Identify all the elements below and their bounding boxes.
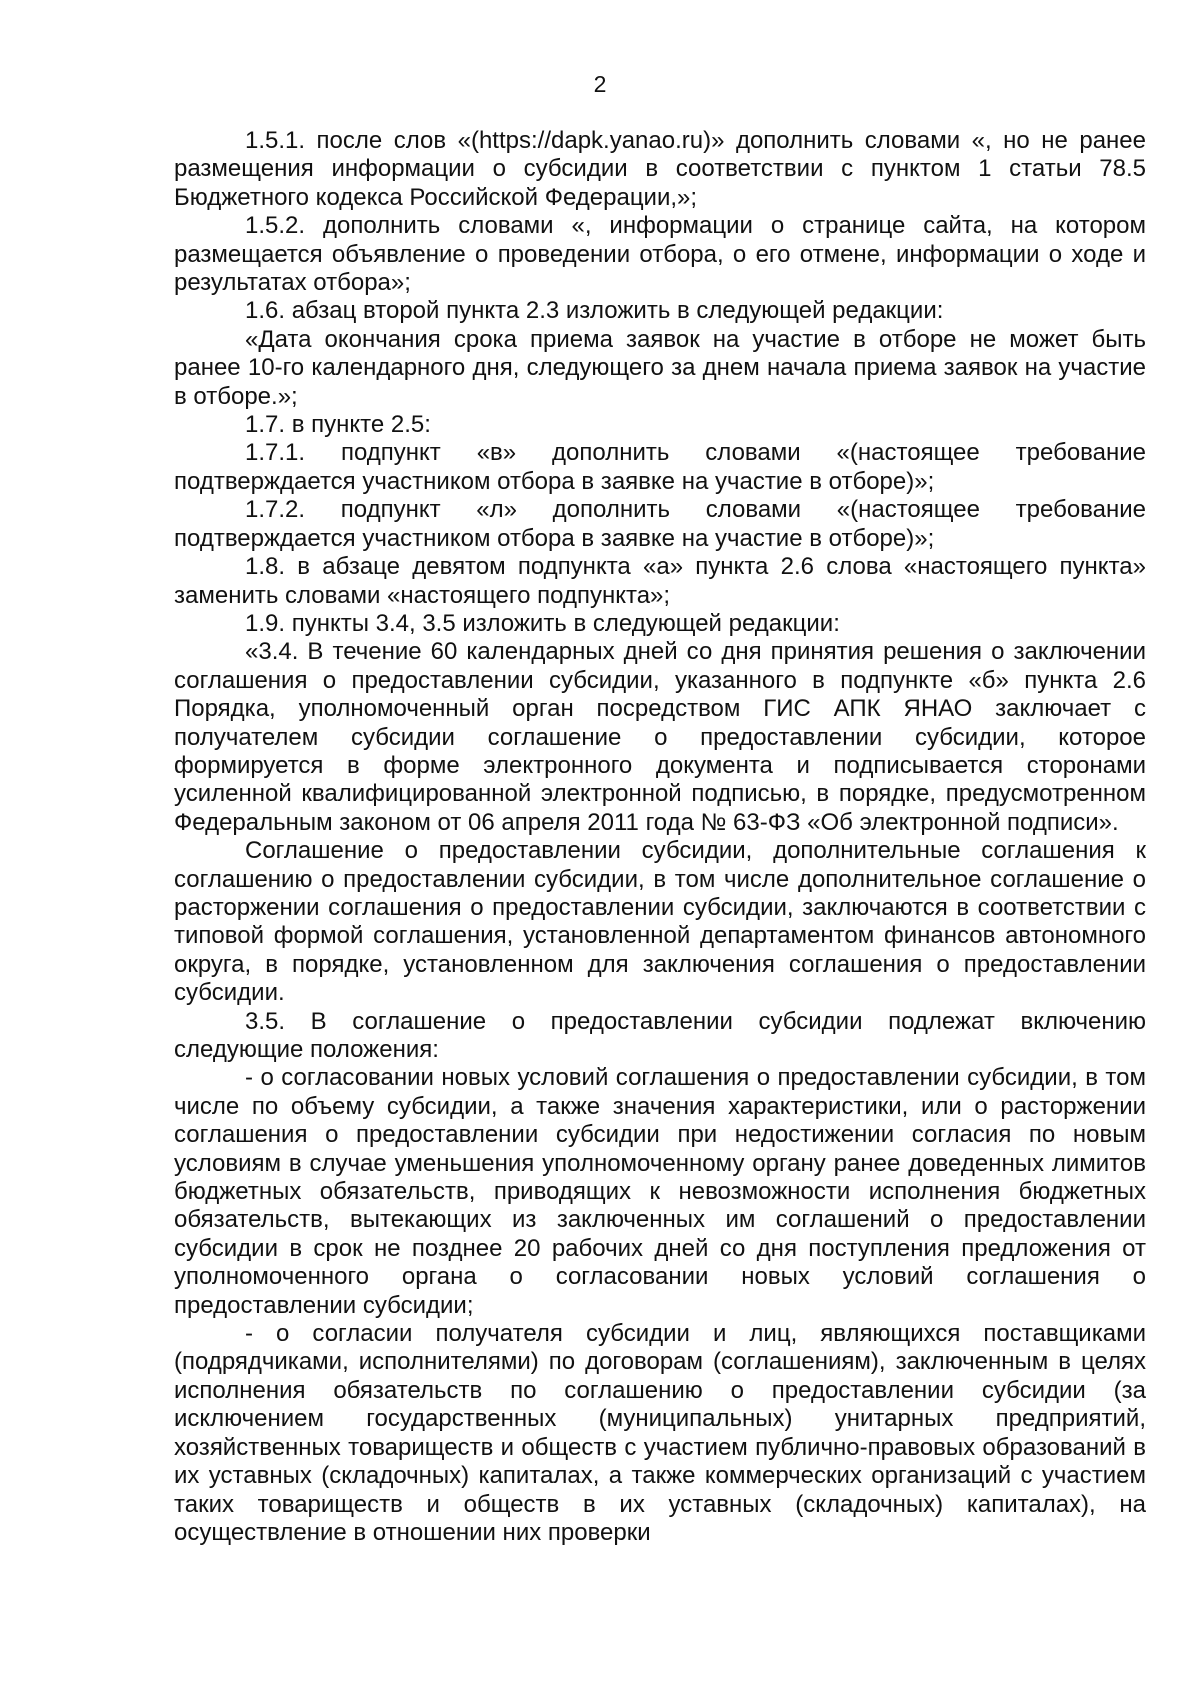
paragraph-1-7: 1.7. в пункте 2.5: <box>245 411 431 439</box>
paragraph-1-7-1: 1.7.1. подпункт «в» дополнить словами «(настоящее требование подтверждается участником отбора в заявке на участие в отборе)»; <box>174 439 1146 495</box>
paragraph-1-5-2: 1.5.2. дополнить словами «, информации о странице сайта, на котором размещается объявление о проведении отбора, о его отмене, информации о ходе и результатах отбора»; <box>174 212 1146 297</box>
paragraph-3-5: 3.5. В соглашение о предоставлении субсидии подлежат включению следующие положения: <box>174 1007 1146 1063</box>
document-body <box>174 127 1146 1547</box>
paragraph-list-item-1: - о согласовании новых условий соглашения о предоставлении субсидии, в том числе по объему субсидии, а также значения характеристики, или о расторжении соглашения о предоставлении субсидии при недостижении согласия по новым условиям в случае уменьшения уполномоченному органу ранее доведенных лимитов бюджетных обязательств, приводящих к невозможности исполнения бюджетных обязательств, вытекающих из заключенных им соглашений о предоставлении субсидии в срок не позднее 20 рабочих дней со дня поступления предложения от уполномоченного органа о согласовании новых условий соглашения о предоставлении субсидии; <box>174 1064 1146 1319</box>
paragraph-3-4: «3.4. В течение 60 календарных дней со дня принятия решения о заключении соглашения о предоставлении субсидии, указанного в подпункте «б» пункта 2.6 Порядка, уполномоченный орган посредством ГИС АПК ЯНАО заключает с получателем субсидии соглашение о предоставлении субсидии, которое формируется в форме электронного документа и подписывается сторонами усиленной квалифицированной электронной подписью, в порядке, предусмотренном Федеральным законом от 06 апреля 2011 года № 63-ФЗ «Об электронной подписи». <box>174 638 1146 836</box>
paragraph-1-5-1: 1.5.1. после слов «(https://dapk.yanao.ru)» дополнить словами «, но не ранее размещения информации о субсидии в соответствии с пунктом 1 статьи 78.5 Бюджетного кодекса Российской Федерации,»; <box>174 127 1146 211</box>
paragraph-list-item-2: - о согласии получателя субсидии и лиц, являющихся поставщиками (подрядчиками, исполнителями) по договорам (соглашениям), заключенным в целях исполнения обязательств по соглашению о предоставлении субсидии (за исключением государственных (муниципальных) унитарных предприятий, хозяйственных товариществ и обществ с участием публично-правовых образований в их уставных (складочных) капиталах, а также коммерческих организаций с участием таких товариществ и обществ в их уставных (складочных) капиталах), на осуществление в отношении них проверки <box>174 1320 1146 1546</box>
paragraph-1-6-quote: «Дата окончания срока приема заявок на участие в отборе не может быть ранее 10-го календарного дня, следующего за днем начала приема заявок на участие в отборе.»; <box>174 325 1146 410</box>
paragraph-agreement-form: Соглашение о предоставлении субсидии, дополнительные соглашения к соглашению о предоставлении субсидии, в том числе дополнительное соглашение о расторжении соглашения о предоставлении субсидии, заключаются в соответствии с типовой формой соглашения, установленной департаментом финансов автономного округа, в порядке, установленном для заключения соглашения о предоставлении субсидии. <box>174 837 1146 1007</box>
paragraph-1-8: 1.8. в абзаце девятом подпункта «а» пункта 2.6 слова «настоящего пункта» заменить словами «настоящего подпункта»; <box>174 553 1146 609</box>
paragraph-1-7-2: 1.7.2. подпункт «л» дополнить словами «(настоящее требование подтверждается участником отбора в заявке на участие в отборе)»; <box>174 496 1146 552</box>
paragraph-1-6: 1.6. абзац второй пункта 2.3 изложить в следующей редакции: <box>245 297 944 325</box>
page-number: 2 <box>593 71 607 97</box>
paragraph-1-9: 1.9. пункты 3.4, 3.5 изложить в следующей редакции: <box>245 609 840 637</box>
